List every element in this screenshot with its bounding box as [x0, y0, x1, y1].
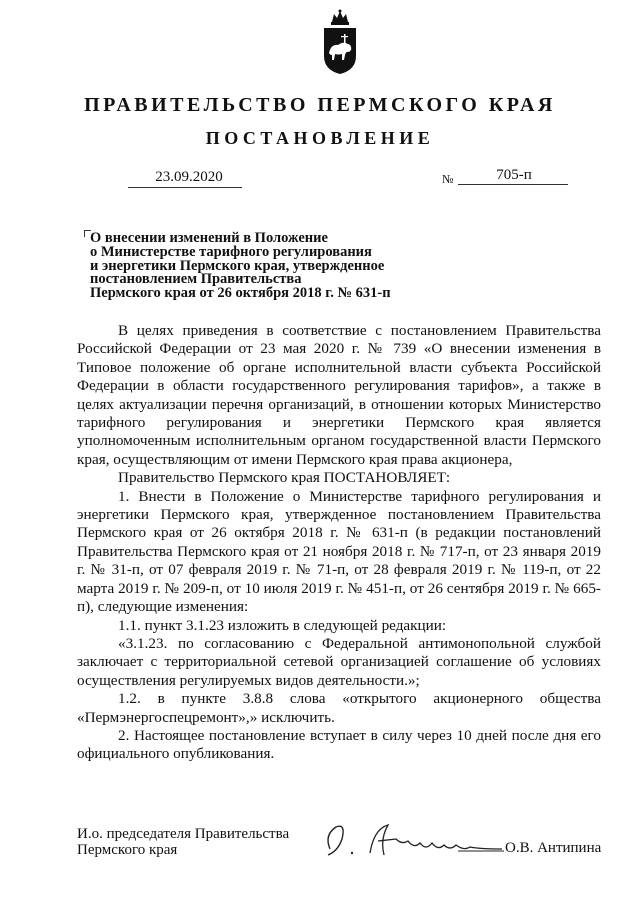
- paragraph-preamble: В целях приведения в соответствие с постановлением Правительства Российской Федерации от 23 мая 2020 г. № 739 «О внесении изменения в Типовое положение об органе исполнительной власти субъекта Российской Федерации в области государственного регулирования тарифов», а также в целях актуализации перечня организаций, в отношении которых Министерство тарифного регулирования и энергетики Пермского края является уполномоченным исполнительным органом государственной власти Пермского края, осуществляющим от имени Пермского края права акционера,: [77, 322, 601, 468]
- paragraph-item-1-2: 1.2. в пункте 3.8.8 слова «открытого акционерного общества «Пермэнергоспецремонт»,» исключить.: [77, 690, 601, 726]
- document-number: 705-п: [496, 167, 532, 183]
- coat-of-arms-emblem: [318, 8, 362, 76]
- handwritten-signature: [318, 815, 508, 865]
- document-date: 23.09.2020: [155, 169, 223, 185]
- paragraph-item-1-1: 1.1. пункт 3.1.23 изложить в следующей редакции:: [118, 616, 447, 634]
- document-type: ПОСТАНОВЛЕНИЕ: [205, 128, 435, 148]
- signatory-position: [77, 826, 289, 858]
- subject-line: Пермского края от 26 октября 2018 г. № 631-п: [90, 285, 391, 302]
- paragraph-item-2: 2. Настоящее постановление вступает в силу через 10 дней после дня его официального опубликования.: [77, 726, 601, 763]
- position-line: Пермского края: [77, 842, 178, 858]
- government-title: ПРАВИТЕЛЬСТВО ПЕРМСКОГО КРАЯ: [84, 94, 556, 116]
- number-sign: №: [442, 172, 454, 186]
- document-subject: [90, 232, 430, 301]
- paragraph-item-1: 1. Внести в Положение о Министерстве тарифного регулирования и энергетики Пермского края, утвержденное постановлением Правительства Пермского края от 26 октября 2018 г. № 631-п (в редакции постановлений Правительства Пермского края от 21 ноября 2018 г. № 717-п, от 23 января 2019 г. № 31-п, от 07 февраля 2019 г. № 71-п, от 28 февраля 2019 г. № 119-п, от 22 марта 2019 г. № 209-п, от 10 июля 2019 г. № 451-п, от 26 сентября 2019 г. № 665-п), следующие изменения:: [77, 487, 601, 616]
- subject-line: О внесении изменений в Положение: [90, 230, 328, 246]
- document-body: [77, 322, 601, 764]
- subject-line: и энергетики Пермского края, утвержденное: [90, 257, 385, 274]
- position-line: И.о. председателя Правительства: [77, 826, 290, 842]
- number-underline: [458, 184, 568, 185]
- date-underline: [128, 187, 242, 188]
- subject-line: о Министерстве тарифного регулирования: [90, 243, 372, 260]
- subject-line: постановлением Правительства: [90, 271, 302, 288]
- paragraph-quote: «3.1.23. по согласованию с Федеральной антимонопольной службой заключает с территориальной сетевой организацией соглашение об условиях осуществления регулируемых видов деятельности.»;: [77, 634, 601, 689]
- paragraph-resolution: Правительство Пермского края ПОСТАНОВЛЯЕТ:: [118, 469, 451, 487]
- signatory-name: О.В. Антипина: [505, 840, 602, 856]
